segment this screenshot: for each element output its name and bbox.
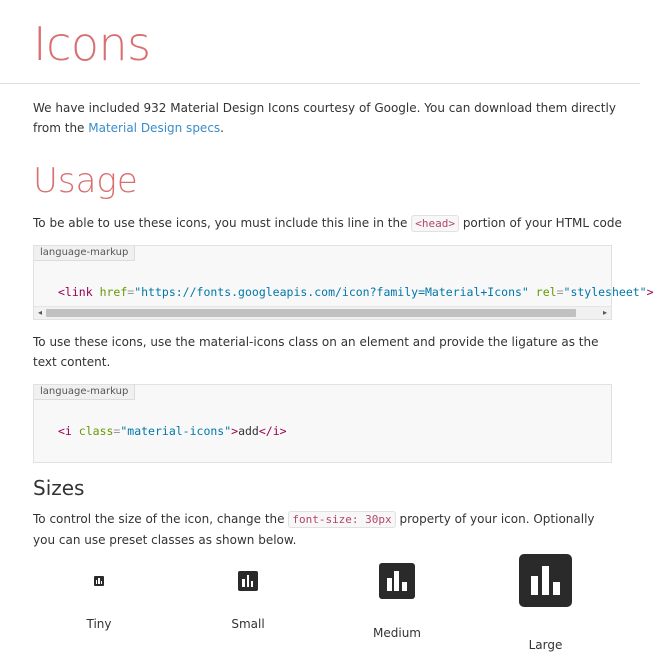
code-token: "stylesheet" (563, 285, 647, 299)
horizontal-scrollbar[interactable] (34, 306, 611, 319)
font-size-inline-code: font-size: 30px (288, 511, 395, 528)
code-line: <link href="https://fonts.googleapis.com/icon?family=Material+Icons" rel="stylesheet"> (58, 285, 654, 299)
code-token: <link (58, 285, 93, 299)
usage-heading: Usage (33, 161, 138, 201)
bar-chart-icon (94, 576, 104, 586)
link-code-block (33, 245, 654, 320)
code-token: > (646, 285, 654, 299)
sizes-heading: Sizes (33, 476, 85, 500)
bar-chart-icon (379, 563, 415, 599)
bar-chart-icon (238, 571, 258, 591)
code-token: add (238, 424, 259, 438)
page-title: Icons (33, 17, 151, 71)
usage-text: To be able to use these icons, you must include this line in the (33, 216, 412, 230)
small-label: Small (231, 617, 265, 631)
tiny-label: Tiny (86, 617, 112, 631)
code-line: <i class="material-icons">add</i> (58, 424, 287, 438)
sizes-text: To control the size of the icon, change the (33, 512, 289, 526)
medium-label: Medium (373, 626, 421, 640)
code-token: href (99, 285, 128, 299)
large-label: Large (528, 638, 563, 652)
code-language-label: language-markup (34, 246, 135, 261)
head-inline-code: <head> (411, 215, 459, 232)
code-token: > (231, 424, 239, 438)
usage-paragraph (33, 213, 622, 234)
scroll-right-arrow-icon[interactable]: ▸ (602, 308, 607, 317)
sizes-paragraph (33, 509, 603, 550)
intro-paragraph (33, 98, 618, 138)
code-language-label: language-markup (34, 385, 135, 400)
sizes-text-end: property of your icon. Optionally you can use preset classes as shown below. (33, 512, 595, 547)
code-token: "https://fonts.googleapis.com/icon?family=Material+Icons" (134, 285, 529, 299)
code-token: <i (58, 424, 72, 438)
icon-code-block (33, 384, 612, 463)
usage-text-end: portion of your HTML code (459, 216, 622, 230)
code-token: rel (535, 285, 557, 299)
intro-text-end: . (220, 121, 224, 135)
code-token: "material-icons" (120, 424, 232, 438)
title-divider (0, 83, 640, 84)
code-token: class (78, 424, 114, 438)
scrollbar-thumb[interactable] (46, 309, 576, 317)
intro-text: We have included 932 Material Design Icons courtesy of Google. You can download them directly from the (33, 101, 616, 135)
scroll-left-arrow-icon[interactable]: ◂ (37, 308, 42, 317)
material-design-specs-link[interactable]: Material Design specs (88, 121, 221, 135)
code-token: </i> (258, 424, 287, 438)
material-icons-paragraph: To use these icons, use the material-icons class on an element and provide the ligature as the text content. (33, 335, 599, 369)
bar-chart-icon (519, 554, 572, 607)
